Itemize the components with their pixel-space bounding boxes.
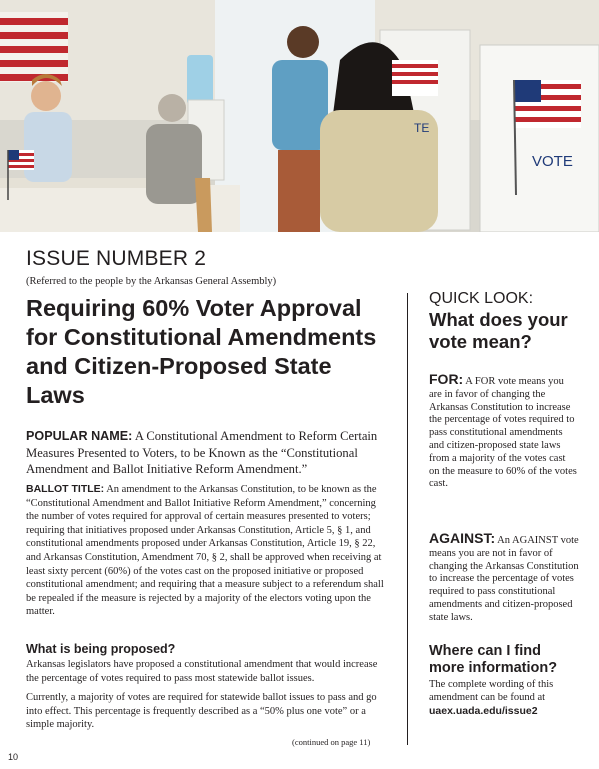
continued-note: (continued on page 11) <box>292 737 371 747</box>
popular-name <box>26 428 388 478</box>
what-paragraph-1: Arkansas legislators have proposed a constitutional amendment that would increase the percentage of votes required to pass most statewide ballot issues. <box>26 659 378 684</box>
popular-name-label: POPULAR NAME: <box>26 429 133 443</box>
where-heading: Where can I find more information? <box>429 643 558 676</box>
vote-sign: VOTE <box>532 153 573 170</box>
against-text: An AGAINST vote means you are not in favor of changing the Arkansas Constitution to increase the percentage of votes required to pass constitutional amendments and citizen-proposed state laws. <box>429 535 579 623</box>
ballot-title-text: An amendment to the Arkansas Constitution, to be known as the “Constitutional Amendment and Ballot Initiative Reform Amendment,” concerning the number of votes required for approval of certain measures presented to voters; requiring that initiatives proposed under Arkansas Constitution, Article 5, § 1, and constitutional amendments proposed under Arkansas Constitution, Article 19, § 22, and Arkansas Constitution, Amendment 70, § 2, shall be approved when receiving at least sixty percent (60%) of the votes cast on the proposed initiative or proposed constitutional amendment; and requiring that a measure subject to a referendum shall be repealed if the measure is rejected by a majority of the electors voting upon the matter. <box>26 484 384 618</box>
referred-note: (Referred to the people by the Arkansas General Assembly) <box>26 276 277 287</box>
against-block <box>429 532 579 625</box>
what-paragraph-2: Currently, a majority of votes are required for statewide ballot issues to pass and go into effect. This percentage is frequently described as a “50% plus one vote” or a simple majority. <box>26 692 377 731</box>
page-number: 10 <box>8 752 19 762</box>
vote-mean-heading: What does your vote mean? <box>429 309 568 352</box>
against-label: AGAINST: <box>429 530 496 546</box>
where-block <box>429 679 579 718</box>
booth-letters: TE <box>414 121 430 135</box>
column-divider <box>407 293 408 745</box>
ballot-title <box>26 483 388 619</box>
for-label: FOR: <box>429 371 464 387</box>
voting-photo <box>0 0 599 232</box>
what-heading: What is being proposed? <box>26 642 176 656</box>
where-text: The complete wording of this amendment can be found at <box>429 679 554 703</box>
popular-name-text: A Constitutional Amendment to Reform Certain Measures Presented to Voters, to be Known as the “Constitutional Amendment and Ballot Initiative Reform Amendment.” <box>26 429 378 476</box>
page-title: Requiring 60% Voter Approval for Constitutional Amendments and Citizen-Proposed State Laws <box>26 295 377 408</box>
ballot-title-label: BALLOT TITLE: <box>26 483 105 495</box>
info-link[interactable]: uaex.uada.edu/issue2 <box>429 704 538 717</box>
issue-number: ISSUE NUMBER 2 <box>26 247 207 270</box>
for-block <box>429 373 577 491</box>
wall-flag <box>0 12 68 82</box>
quick-look-label: QUICK LOOK: <box>429 290 534 307</box>
for-text: A FOR vote means you are in favor of changing the Arkansas Constitution to increase the percentage of votes required to pass constitutional amendments and citizen-proposed state laws from a majority of the votes cast on the measure to 60% of the votes cast. <box>429 376 577 490</box>
